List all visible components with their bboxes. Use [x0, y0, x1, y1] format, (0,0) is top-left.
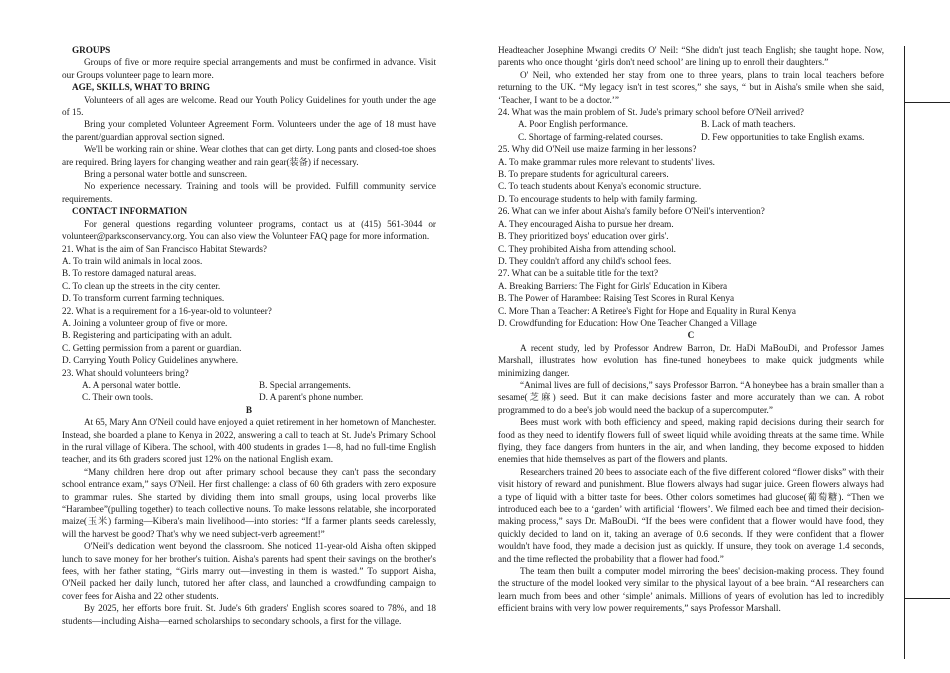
- left-column: [62, 44, 436, 627]
- heading-groups: GROUPS: [72, 45, 111, 55]
- question-22: 22. What is a requirement for a 16-year-old to volunteer?: [62, 305, 272, 316]
- paragraph: For general questions regarding volunteer programs, contact us at (415) 561-3044 or volunteer@parksconservancy.org. You can also view the Volunteer FAQ page for more information.: [62, 218, 436, 242]
- paragraph: O' Neil, who extended her stay from one to three years, plans to train local teachers before returning to the UK. “My legacy isn't in test scores,” she says, “ but in Aisha's smile when she said, ‘Teacher, I want to be a doctor.’”: [498, 69, 884, 105]
- paragraph: The team then built a computer model mirroring the bees' decision-making process. They found the structure of the model looked very similar to the physical layout of a bee brain. “AI researchers can learn much from bees and other ‘simple’ animals. Millions of years of evolution has led to incredibly efficient brains with very low power requirements,” says Professor Marshall.: [498, 566, 884, 614]
- paragraph: Bring a personal water bottle and sunscreen.: [84, 169, 248, 180]
- option: A. To train wild animals in local zoos.: [62, 255, 203, 266]
- option: B. Lack of math teachers.: [701, 119, 796, 130]
- paragraph: Bring your completed Volunteer Agreement Form. Volunteers under the age of 18 must have the parent/guardian approval section signed.: [62, 119, 436, 142]
- option: D. To transform current farming techniques.: [62, 293, 225, 304]
- paragraph: “Many children here drop out after primary school because they can't pass the secondary school entrance exam,” says O'Neil. Her first challenge: a class of 60 6th graders with zero exposure to grammar rules. She started by dividing them into small groups, using local proverbs like “Harambee”(pulling together) to teach collective nouns. To make lessons relatable, she incorporated maize(玉米) farming—Kibera's main livelihood—into stories: “If a farmer plants seeds carelessly, will the harvest be good? That's why we need subject-verb agreement!”: [62, 466, 436, 539]
- heading-age-skills: AGE, SKILLS, WHAT TO BRING: [72, 82, 211, 93]
- option: B. To prepare students for agricultural careers.: [498, 169, 669, 180]
- paragraph: No experience necessary. Training and tools will be provided. Fulfill community service requirements.: [62, 181, 436, 204]
- paragraph: Researchers trained 20 bees to associate each of the five different colored “flower disks” with their visit history of reward and punishment. Blue flowers always had sugar juice. Green flowers always had a type of liquid with a bitter taste for bees. Other colors sometimes had glucose(葡萄糖). “Then we introduced each bee to a ‘garden’ with artificial ‘flowers’. We filmed each bee and timed their decision-making process,” says Dr. MaBouDi. “If the bees were confident that a flower would have food, they quickly decided to land on it, taking an average of 0.6 seconds. If they were confident that a flower wouldn't have food, they made a decision just as quickly. If unsure, they took on average 1.4 seconds, and the time reflected the probability that a flower had food.”: [498, 466, 884, 564]
- question-21: 21. What is the aim of San Francisco Habitat Stewards?: [62, 243, 267, 254]
- option: C. They prohibited Aisha from attending school.: [498, 243, 676, 254]
- option: A. They encouraged Aisha to pursue her dream.: [498, 218, 674, 229]
- binding-margin-line-top: [904, 46, 950, 103]
- option-row: [82, 379, 436, 391]
- question-25: 25. Why did O'Neil use maize farming in her lessons?: [498, 144, 697, 155]
- paragraph: Bees must work with both efficiency and speed, making rapid decisions during their search for food as they need to identify flowers full of sweet liquid while avoiding threats at the same time. While flying, they face dangers from hunters in the air, and when landing, they become exposed to hidden enemies that hide themselves as part of the flowers and plants.: [498, 417, 884, 465]
- option-row: [518, 118, 884, 130]
- paragraph: “Animal lives are full of decisions,” says Professor Barron. “A honeybee has a brain smaller than a sesame(芝麻) seed. But it can make decisions faster and more accurately than we can. A robot programmed to do a bee's job would need the backup of a supercomputer.”: [498, 379, 884, 415]
- section-b-label: B: [245, 404, 253, 415]
- paragraph: We'll be working rain or shine. Wear clothes that can get dirty. Long pants and closed-toe shoes are required. Bring layers for changing weather and rain gear(装备) if necessary.: [62, 144, 436, 167]
- option: D. A parent's phone number.: [259, 392, 364, 403]
- question-24: 24. What was the main problem of St. Jude's primary school before O'Neil arrived?: [498, 107, 804, 118]
- option: D. Crowdfunding for Education: How One Teacher Changed a Village: [498, 317, 757, 328]
- option-row: [82, 391, 436, 403]
- question-27: 27. What can be a suitable title for the text?: [498, 268, 659, 279]
- option: B. They prioritized boys' education over girls'.: [498, 231, 669, 242]
- option: D. Few opportunities to take English exams.: [701, 131, 865, 142]
- option: B. The Power of Harambee: Raising Test Scores in Rural Kenya: [498, 293, 735, 304]
- option: A. Joining a volunteer group of five or more.: [62, 317, 228, 328]
- option: A. Poor English performance.: [518, 119, 628, 130]
- option: D. To encourage students to help with family farming.: [498, 193, 698, 204]
- paragraph: O'Neil's dedication went beyond the classroom. She noticed 11-year-old Aisha often skipped lunch to save money for her brother's tuition. Aisha's parents had spent their savings on the brother's fees, with her father stating, “Girls marry out—investing in them is wasted.” To support Aisha, O'Neil packed her daily lunch, tutored her after class, and launched a crowdfunding campaign to cover fees for Aisha and 22 other students.: [62, 541, 436, 601]
- right-column: [498, 44, 884, 615]
- paragraph: Volunteers of all ages are welcome. Read our Youth Policy Guidelines for youth under the age of 15.: [62, 94, 436, 118]
- question-23: 23. What should volunteers bring?: [62, 367, 189, 378]
- option: C. To clean up the streets in the city center.: [62, 280, 221, 291]
- binding-margin-line-bottom: [904, 598, 950, 659]
- option: A. A personal water bottle.: [82, 379, 181, 390]
- option: C. Their own tools.: [82, 392, 154, 403]
- paragraph: Groups of five or more require special arrangements and must be confirmed in advance. Visit our Groups volunteer page to learn more.: [62, 57, 436, 80]
- paragraph: At 65, Mary Ann O'Neil could have enjoyed a quiet retirement in her hometown of Manchester. Instead, she boarded a plane to Kenya in 2022, answering a call to teach at St. Jude's Primary School in the rural village of Kibera. The school, with 400 students in grades 1—8, had no full-time English teacher, and its 6th graders scored just 12% on the national English exam.: [62, 417, 436, 465]
- option: C. More Than a Teacher: A Retiree's Fight for Hope and Equality in Rural Kenya: [498, 305, 796, 316]
- option: D. They couldn't afford any child's school fees.: [498, 255, 672, 266]
- binding-margin-line: [904, 102, 905, 598]
- section-c-label: C: [687, 330, 695, 341]
- option: C. To teach students about Kenya's economic structure.: [498, 181, 702, 192]
- option: B. Special arrangements.: [259, 379, 351, 390]
- option: B. To restore damaged natural areas.: [62, 268, 197, 279]
- option: C. Getting permission from a parent or guardian.: [62, 342, 242, 353]
- option: C. Shortage of farming-related courses.: [518, 131, 663, 142]
- paragraph: By 2025, her efforts bore fruit. St. Jude's 6th graders' English scores soared to 78%, and 18 students—including Aisha—earned scholarships to secondary schools, a first for the village.: [62, 603, 436, 626]
- option: B. Registering and participating with an adult.: [62, 330, 232, 341]
- option: A. Breaking Barriers: The Fight for Girls' Education in Kibera: [498, 280, 728, 291]
- paragraph: A recent study, led by Professor Andrew Barron, Dr. HaDi MaBouDi, and Professor James Marshall, illustrates how evolution has fine-tuned honeybees to make quick judgments while minimizing danger.: [498, 342, 884, 378]
- question-26: 26. What can we infer about Aisha's family before O'Neil's intervention?: [498, 206, 765, 217]
- paragraph: Headteacher Josephine Mwangi credits O' Neil: “She didn't just teach English; she taught hope. Now, parents who once thought ‘girls don't need school’ are lining up to enroll their daughters.”: [498, 45, 884, 68]
- heading-contact: CONTACT INFORMATION: [72, 206, 188, 217]
- option: D. Carrying Youth Policy Guidelines anywhere.: [62, 355, 239, 366]
- option: A. To make grammar rules more relevant to students' lives.: [498, 156, 715, 167]
- option-row: [518, 131, 884, 143]
